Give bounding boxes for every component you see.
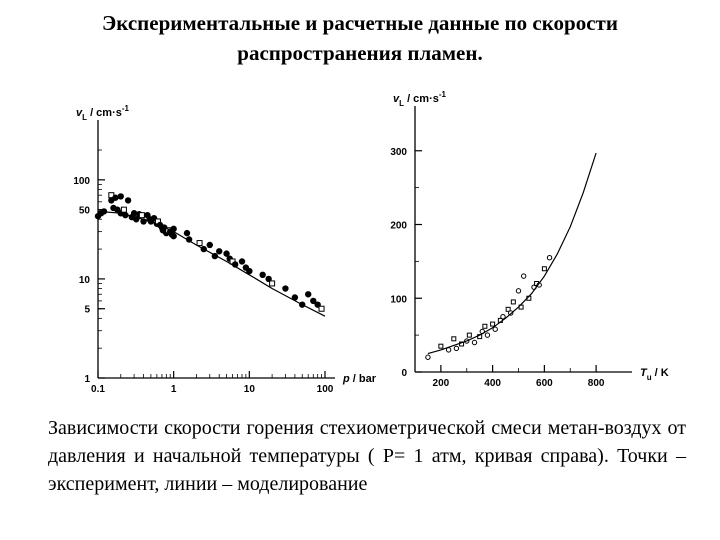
chart-2-y-tick-label: 0 — [401, 368, 407, 379]
page-title-line-1: Экспериментальные и расчетные данные по скорости — [102, 11, 618, 35]
chart-2-data-point — [511, 300, 515, 304]
chart-2-y-axis-label: $v_L / cm\cdot s^{-1}$ — [393, 90, 446, 108]
chart-2-data-point — [467, 333, 471, 337]
chart-2-data-point — [439, 344, 443, 348]
chart-2-data-point — [491, 322, 495, 326]
chart-2-data-point — [501, 314, 505, 318]
chart-2-data-point — [426, 355, 430, 359]
chart-1-x-tick-label: 1 — [170, 384, 177, 395]
chart-1-data-point — [319, 306, 324, 311]
chart-1-data-point — [170, 233, 176, 239]
chart-1-model-curve — [98, 211, 325, 316]
chart-2-x-tick-label: 400 — [484, 378, 501, 389]
chart-1-y-tick-label: 50 — [78, 205, 90, 217]
chart-1-y-tick-label: 10 — [78, 274, 90, 286]
chart-1-data-point — [239, 258, 245, 264]
chart-2-model-curve — [428, 153, 596, 354]
chart-1-data-point — [305, 291, 311, 297]
chart-1-x-tick-label: 10 — [243, 384, 255, 395]
chart-1-x-axis-label: p / bar — [343, 373, 377, 385]
chart-2-x-axis-label: $T_u$ / K — [640, 367, 669, 382]
chart-1-x-tick-label: 100 — [316, 384, 334, 395]
chart-1-data-point — [112, 195, 118, 201]
chart-1-data-point — [125, 197, 131, 203]
chart-1-data-point — [270, 281, 275, 286]
page-title-line-2: распространения пламен. — [237, 41, 483, 65]
chart-2-x-tick-label: 600 — [536, 378, 553, 389]
chart-1-y-tick-label: 100 — [73, 175, 90, 187]
chart-1-data-point — [216, 248, 222, 254]
figure-caption: Зависимости скорости горения стехиометрической смеси метан-воздух от давления и начальной температуры ( P= 1 атм, кривая справа). Точки – эксперимент, линии – моделирование — [48, 417, 686, 495]
chart-2-data-point — [542, 267, 546, 271]
chart-1-y-tick-label: 1 — [84, 374, 90, 385]
chart-1-data-point — [207, 242, 213, 248]
chart-1-data-point — [259, 272, 265, 278]
chart-1-data-point — [139, 213, 144, 218]
chart-2-y-tick-label: 100 — [390, 294, 407, 306]
chart-1-y-tick-label: 5 — [84, 304, 90, 316]
chart-2-data-point — [521, 274, 525, 278]
chart-2-data-point — [472, 340, 476, 344]
chart-1-data-point — [184, 230, 190, 236]
chart-2-data-point — [483, 324, 487, 328]
chart-1-data-point — [282, 285, 288, 291]
chart-2-x-tick-label: 200 — [432, 378, 450, 389]
chart-1-x-tick-label: 0.1 — [91, 384, 105, 395]
chart-2-data-point — [547, 255, 551, 259]
chart-2-data-point — [452, 337, 456, 341]
chart-1-data-point — [197, 241, 202, 246]
chart-1-data-point — [121, 207, 126, 212]
chart-2-data-point — [485, 333, 489, 337]
chart-2-data-point — [516, 289, 520, 293]
chart-2-data-point — [454, 346, 458, 350]
chart-2-x-tick-label: 800 — [587, 378, 605, 389]
chart-2-y-tick-label: 200 — [390, 220, 407, 232]
chart-1-data-point — [118, 193, 124, 199]
chart-1-y-axis-label: $v_L / cm\cdot s^{-1}$ — [76, 104, 129, 122]
chart-2-y-tick-label: 300 — [390, 146, 407, 158]
